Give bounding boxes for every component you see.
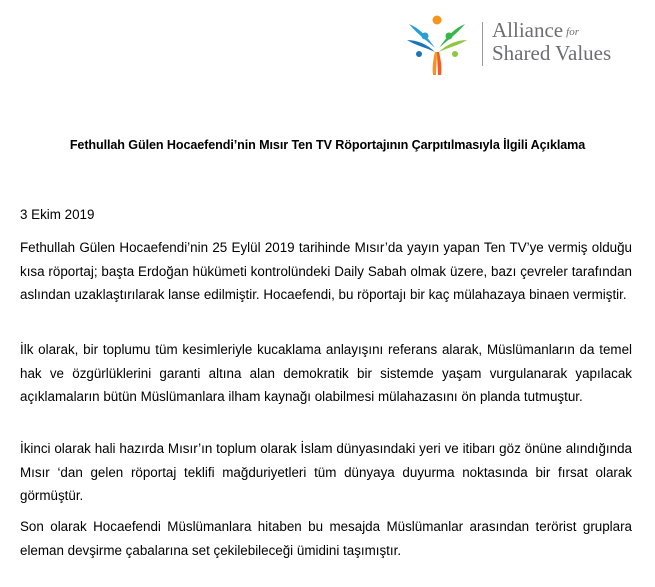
alliance-logo-icon — [405, 14, 469, 76]
document-date: 3 Ekim 2019 — [20, 207, 95, 222]
logo-wordmark — [492, 20, 652, 64]
document-title: Fethullah Gülen Hocaefendi’nin Mısır Ten TV Röportajının Çarpıtılmasıyla İlgili Açıklama — [69, 138, 586, 152]
logo-line-2: Shared Values — [492, 41, 612, 65]
logo-line-1: Alliance for — [492, 18, 579, 42]
paragraph-1: Fethullah Gülen Hocaefendi’nin 25 Eylül 2019 tarihinde Mısır’da yayın yapan Ten TV’ye vermiş olduğu kısa röportaj; başta Erdoğan hükümeti kontrolündeki Daily Sabah olmak üzere, bazı çevreler tarafından aslından uzaklaştırılarak lanse edilmiştir. Hocaefendi, bu röportajı bir kaç mülahazaya binaen vermiştir. — [20, 240, 632, 303]
paragraph-3: İkinci olarak hali hazırda Mısır’ın toplum olarak İslam dünyasındaki yeri ve itibarı göz önüne alındığında Mısır ‘dan gelen röportaj teklifi mağduriyetleri tüm dünyaya duyurma noktasında bir fırsat olarak görmüştür. — [20, 441, 632, 504]
logo-for: for — [566, 26, 579, 38]
paragraph-2: İlk olarak, bir toplumu tüm kesimleriyle kucaklama anlayışını referans alarak, Müslümanların da temel hak ve özgürlüklerini garanti altına alan demokratik bir sistemde yaşam vurgulanarak yapılacak açıklamaların bütün Müslümanlara ilham kaynağı olabilmesi mülahazasını ön planda tutmuştur. — [20, 342, 632, 405]
logo-divider — [482, 22, 483, 66]
paragraph-4: Son olarak Hocaefendi Müslümanlara hitaben bu mesajda Müslümanlar arasından terörist gruplara eleman devşirme çabalarına set çekilebileceği ümidini taşımıştır. — [20, 519, 632, 558]
